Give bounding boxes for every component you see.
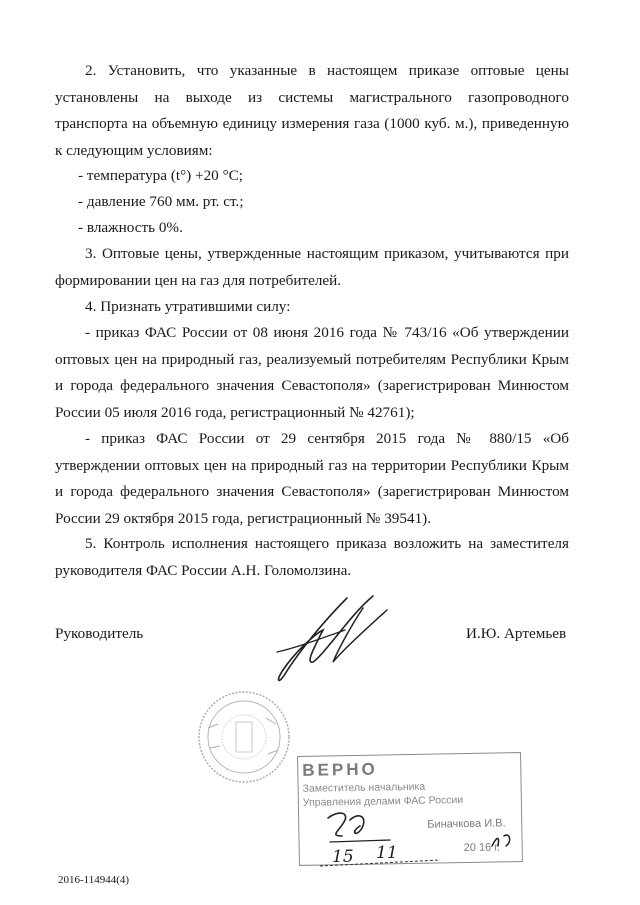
- paragraph-2: 2. Установить, что указанные в настоящем приказе оптовые цены установлены на выходе из системы магистрального газопроводного транспорта на объемную единицу измерения газа (1000 куб. м.), приведенную к следующим условиям:: [55, 62, 569, 159]
- signatory-name: И.Ю. Артемьев: [466, 625, 567, 642]
- paragraph-3: 3. Оптовые цены, утвержденные настоящим приказом, учитываются при формировании цен на газ для потребителей.: [55, 245, 569, 289]
- handwritten-date: [310, 800, 540, 870]
- condition-temperature: - температура (t°) +20 °С;: [78, 167, 243, 184]
- handwritten-day: 15: [332, 847, 354, 867]
- repealed-order-2: - приказ ФАС России от 29 сентября 2015 года № 880/15 «Об утверждении оптовых цен на природный газ на территории Республики Крым и города федерального значения Севастополя» (зарегистрирован Минюстом России 29 октября 2015 года, регистрационный № 39541).: [55, 430, 569, 527]
- stamp-signer: Биначкова И.В.: [427, 817, 506, 831]
- condition-pressure: - давление 760 мм. рт. ст.;: [78, 193, 244, 210]
- condition-humidity: - влажность 0%.: [78, 219, 183, 236]
- stamp-position: Заместитель начальника: [302, 780, 426, 795]
- document-number: 2016-114944(4): [58, 874, 130, 886]
- stamp-year: 20 16 г.: [463, 841, 501, 855]
- handwritten-signature: [255, 590, 405, 690]
- paragraph-5: 5. Контроль исполнения настоящего приказа возложить на заместителя руководителя ФАС России А.Н. Голомолзина.: [55, 535, 569, 579]
- stamp-header: ВЕРНО: [302, 759, 378, 780]
- handwritten-month: 11: [376, 843, 398, 863]
- official-seal: [196, 688, 292, 786]
- repealed-order-1: - приказ ФАС России от 08 июня 2016 года № 743/16 «Об утверждении оптовых цен на природный газ, реализуемый потребителям Республики Крым и города федерального значения Севастополя» (зарегистрирован Минюстом России 05 июля 2016 года, регистрационный № 42761);: [55, 324, 569, 421]
- signatory-title: Руководитель: [55, 625, 144, 642]
- paragraph-4: 4. Признать утратившими силу:: [85, 298, 291, 315]
- stamp-department: Управления делами ФАС России: [302, 794, 464, 809]
